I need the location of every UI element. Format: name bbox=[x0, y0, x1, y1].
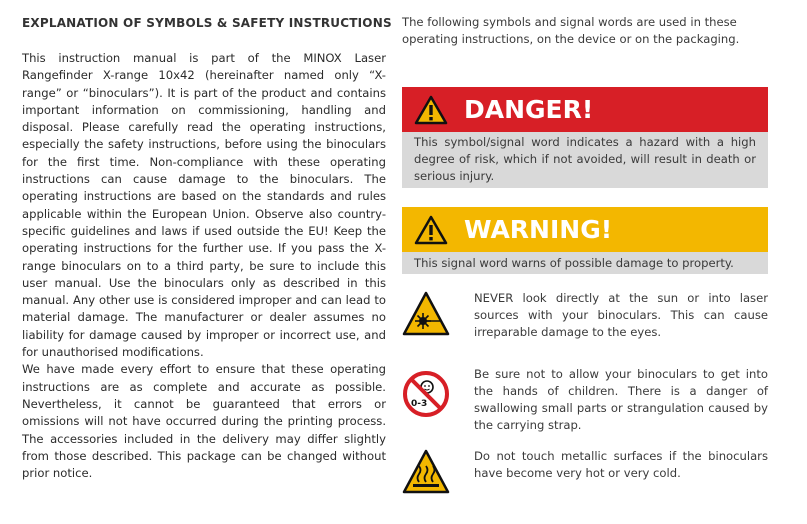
symbol-text-laser: NEVER look directly at the sun or into laser sources with your binoculars. This can cause irreparable damage to the eyes. bbox=[474, 291, 768, 339]
hot-surface-icon bbox=[402, 448, 450, 496]
age-label: 0-3 bbox=[411, 399, 428, 409]
symbol-row-hot-surface bbox=[402, 448, 768, 524]
danger-word: DANGER! bbox=[464, 95, 594, 124]
no-children-0-3-icon bbox=[402, 370, 450, 418]
warning-description: This signal word warns of possible damage to property. bbox=[402, 252, 768, 274]
symbol-text-hot-surface: Do not touch metallic surfaces if the binoculars have become very hot or very cold. bbox=[474, 449, 768, 480]
laser-warning-icon bbox=[402, 290, 450, 338]
symbols-intro: The following symbols and signal words are used in these operating instructions, on the device or on the packaging. bbox=[402, 15, 740, 46]
warning-triangle-icon bbox=[414, 95, 448, 125]
paragraph-manual-info: This instruction manual is part of the MINOX Laser Rangefinder X-range 10x42 (hereinafter named only “X-range” or “binoculars”). It is part of the product and contains important information on commissioning, handling and disposal. Please carefully read the operating instructions, especially the safety instructions, before using the binoculars for the first time. Non-compliance with these operating instructions can cause damage to the binoculars. The operating instructions are based on the standards and rules applicable within the European Union. Observe also country-specific guidelines and laws if used outside the EU! Keep the operating instructions for the further use. If you pass the X-range binoculars on to a third party, be sure to include this user manual. Use the binoculars only as described in this manual. Any other use is considered improper and can lead to material damage. The manufacturer or dealer assumes no liability for damage caused by improper or incorrect use, and for unauthorised modifications. bbox=[22, 51, 386, 360]
symbol-text-children: Be sure not to allow your binoculars to get into the hands of children. There is a danger of swallowing small parts or strangulation caused by the carrying strap. bbox=[474, 367, 768, 432]
right-column bbox=[402, 0, 768, 524]
paragraph-disclaimer: We have made every effort to ensure that these operating instructions are as complete and accurate as possible. Nevertheless, it cannot be guaranteed that errors or omissions will not have occurred during the printing process. The accessories included in the delivery may differ slightly from those described. This package can be changed without prior notice. bbox=[22, 362, 386, 481]
section-heading: EXPLANATION OF SYMBOLS & SAFETY INSTRUCTIONS bbox=[22, 16, 392, 30]
left-column bbox=[22, 0, 392, 482]
warning-banner bbox=[402, 207, 768, 252]
symbol-row-laser bbox=[402, 290, 768, 366]
warning-word: WARNING! bbox=[464, 215, 613, 244]
warning-triangle-icon bbox=[414, 215, 448, 245]
intro-text bbox=[22, 50, 386, 482]
danger-banner bbox=[402, 87, 768, 132]
symbol-row-children bbox=[402, 366, 768, 448]
danger-description: This symbol/signal word indicates a hazard with a high degree of risk, which if not avoided, will result in death or serious injury. bbox=[402, 132, 768, 188]
